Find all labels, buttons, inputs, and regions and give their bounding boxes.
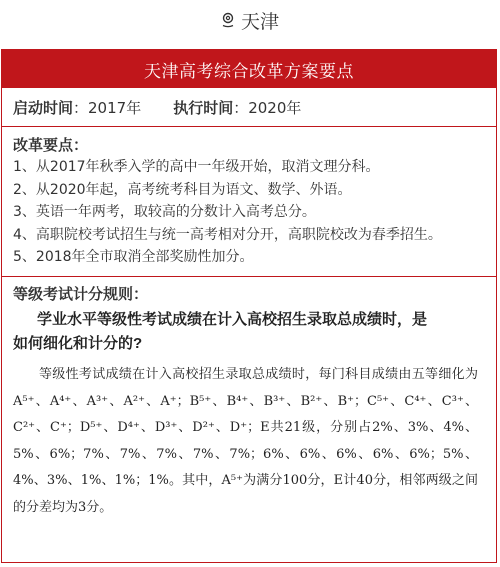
grading-heading: 等级考试计分规则： xyxy=(13,285,149,303)
location-pin-icon xyxy=(221,12,235,28)
question-line-2: 如何细化和计分的? xyxy=(13,335,143,352)
reform-section xyxy=(2,127,496,277)
list-item: 4、高职院校考试招生与统一高考相对分开，高职院校改为春季招生。 xyxy=(13,226,442,243)
list-item: 2、从2020年起，高考统考科目为语文、数学、外语。 xyxy=(13,181,352,198)
grading-question xyxy=(13,308,496,356)
exec-time-label: 执行时间 xyxy=(173,98,234,117)
time-row xyxy=(2,88,496,127)
list-item: 3、英语一年两考，取较高的分数计入高考总分。 xyxy=(13,204,316,220)
grading-section xyxy=(2,277,496,521)
reform-heading: 改革要点： xyxy=(13,136,89,154)
city-name: 天津 xyxy=(240,10,279,33)
start-time-label: 启动时间 xyxy=(13,98,74,117)
card-title: 天津高考综合改革方案要点 xyxy=(2,50,496,88)
list-item: 5、2018年全市取消全部奖励性加分。 xyxy=(13,249,254,265)
question-line-1: 学业水平等级性考试成绩在计入高校招生录取总成绩时，是 xyxy=(37,311,428,328)
city-header xyxy=(0,0,500,40)
reform-card xyxy=(1,49,497,563)
list-item: 1、从2017年秋季入学的高中一年级开始，取消文理分科。 xyxy=(13,159,380,175)
start-time-value: ：2017年 xyxy=(73,98,142,117)
grading-answer: 等级性考试成绩在计入高校招生录取总成绩时，每门科目成绩由五等细化为A⁵⁺、A⁴⁺、A³⁺、A²⁺、A⁺；B⁵⁺、B⁴⁺、B³⁺、B²⁺、B⁺；C⁵⁺、C⁴⁺、C³⁺、C²⁺、C⁺；D⁵⁺、D⁴⁺、D³⁺、D²⁺、D⁺；E共21级，分别占2%、3%、4%、5%、6%；7%、7%、7%、7%、7%；6%、6%、6%、6%、6%；5%、4%、3%、1%、1%；1%。其中，A⁵⁺为满分100分，E计40分，相邻两级之间的分差均为3分。 xyxy=(13,367,478,515)
exec-time-value: ：2020年 xyxy=(233,98,302,117)
